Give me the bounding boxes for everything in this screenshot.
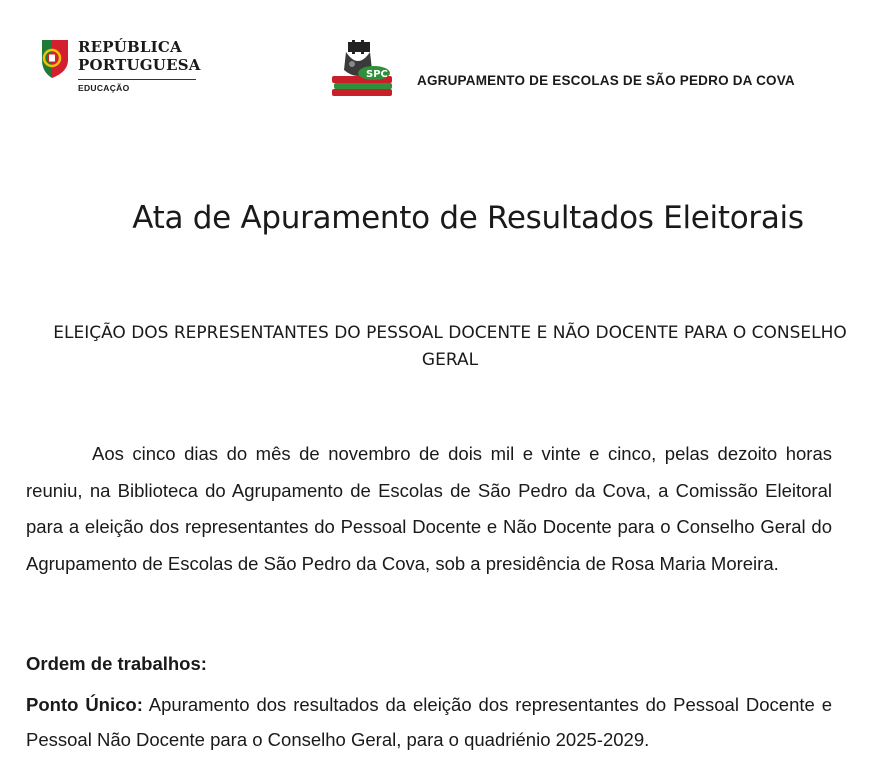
agenda-item	[26, 687, 832, 757]
agenda-item-label: Ponto Único:	[26, 694, 143, 715]
gov-department: EDUCAÇÃO	[78, 83, 130, 93]
agenda-item-text: Apuramento dos resultados da eleição dos representantes do Pessoal Docente e Pessoal Não Docente para o Conselho Geral, para o quadriénio 2025-2029.	[26, 694, 832, 750]
school-name: AGRUPAMENTO DE ESCOLAS DE SÃO PEDRO DA COVA	[417, 73, 795, 88]
gov-name-line2: PORTUGUESA	[78, 56, 201, 74]
agenda-heading: Ordem de trabalhos:	[26, 653, 207, 674]
opening-paragraph: Aos cinco dias do mês de novembro de dois mil e vinte e cinco, pelas dezoito horas reuniu, na Biblioteca do Agrupamento de Escolas de São Pedro da Cova, a Comissão Eleitoral para a eleição dos representantes do Pessoal Docente e Não Docente para o Conselho Geral do Agrupamento de Escolas de São Pedro da Cova, sob a presidência de Rosa Maria Moreira.	[26, 443, 832, 574]
gov-divider	[78, 79, 196, 80]
government-logo	[38, 36, 208, 100]
gov-name-line1: REPÚBLICA	[78, 38, 182, 56]
document-subtitle: ELEIÇÃO DOS REPRESENTANTES DO PESSOAL DOCENTE E NÃO DOCENTE PARA O CONSELHO GERAL	[53, 323, 847, 370]
school-logo-text: SPC	[366, 69, 388, 80]
school-logo-icon	[330, 40, 398, 102]
document-title: Ata de Apuramento de Resultados Eleitorais	[132, 200, 804, 236]
document-header	[0, 0, 876, 110]
portugal-emblem-icon	[38, 36, 72, 82]
